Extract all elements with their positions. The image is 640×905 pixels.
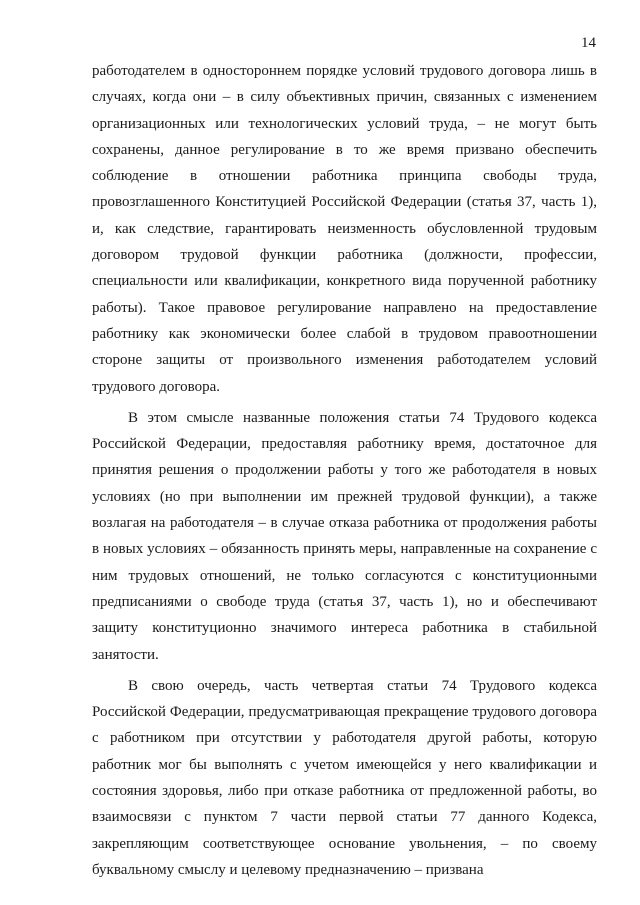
page-number: 14 [581,35,596,51]
document-body [92,58,597,883]
paragraph-continued: работодателем в одностороннем порядке условий трудового договора лишь в случаях, когда они – в силу объективных причин, связанных с изменением организационных или технологических условий труда, – не могут быть сохранены, данное регулирование в то же время призвано обеспечить соблюдение в отношении работника принципа свободы труда, провозглашенного Конституцией Российской Федерации (статья 37, часть 1), и, как следствие, гарантировать неизменность обусловленной трудовым договором трудовой функции работника (должности, профессии, специальности или квалификации, конкретного вида порученной работнику работы). Такое правовое регулирование направлено на предоставление работнику как экономически более слабой в трудовом правоотношении стороне защиты от произвольного изменения работодателем условий трудового договора. [92,63,597,395]
paragraph: В свою очередь, часть четвертая статьи 74 Трудового кодекса Российской Федерации, предусматривающая прекращение трудового договора с работником при отсутствии у работодателя другой работы, которую работник мог бы выполнять с учетом имеющейся у него квалификации и состояния здоровья, либо при отказе работника от предложенной работы, во взаимосвязи с пунктом 7 части первой статьи 77 данного Кодекса, закрепляющим соответствующее основание увольнения, – по своему буквальному смыслу и целевому предназначению – призвана [92,677,597,878]
paragraph: В этом смысле названные положения статьи 74 Трудового кодекса Российской Федерации, предоставляя работнику время, достаточное для принятия решения о продолжении работы у того же работодателя в новых условиях (но при выполнении им прежней трудовой функции), а также возлагая на работодателя – в случае отказа работника от продолжения работы в новых условиях – обязанность принять меры, направленные на сохранение с ним трудовых отношений, не только согласуются с конституционными предписаниями о свободе труда (статья 37, часть 1), но и обеспечивают защиту конституционно значимого интереса работника в стабильной занятости. [92,409,597,663]
